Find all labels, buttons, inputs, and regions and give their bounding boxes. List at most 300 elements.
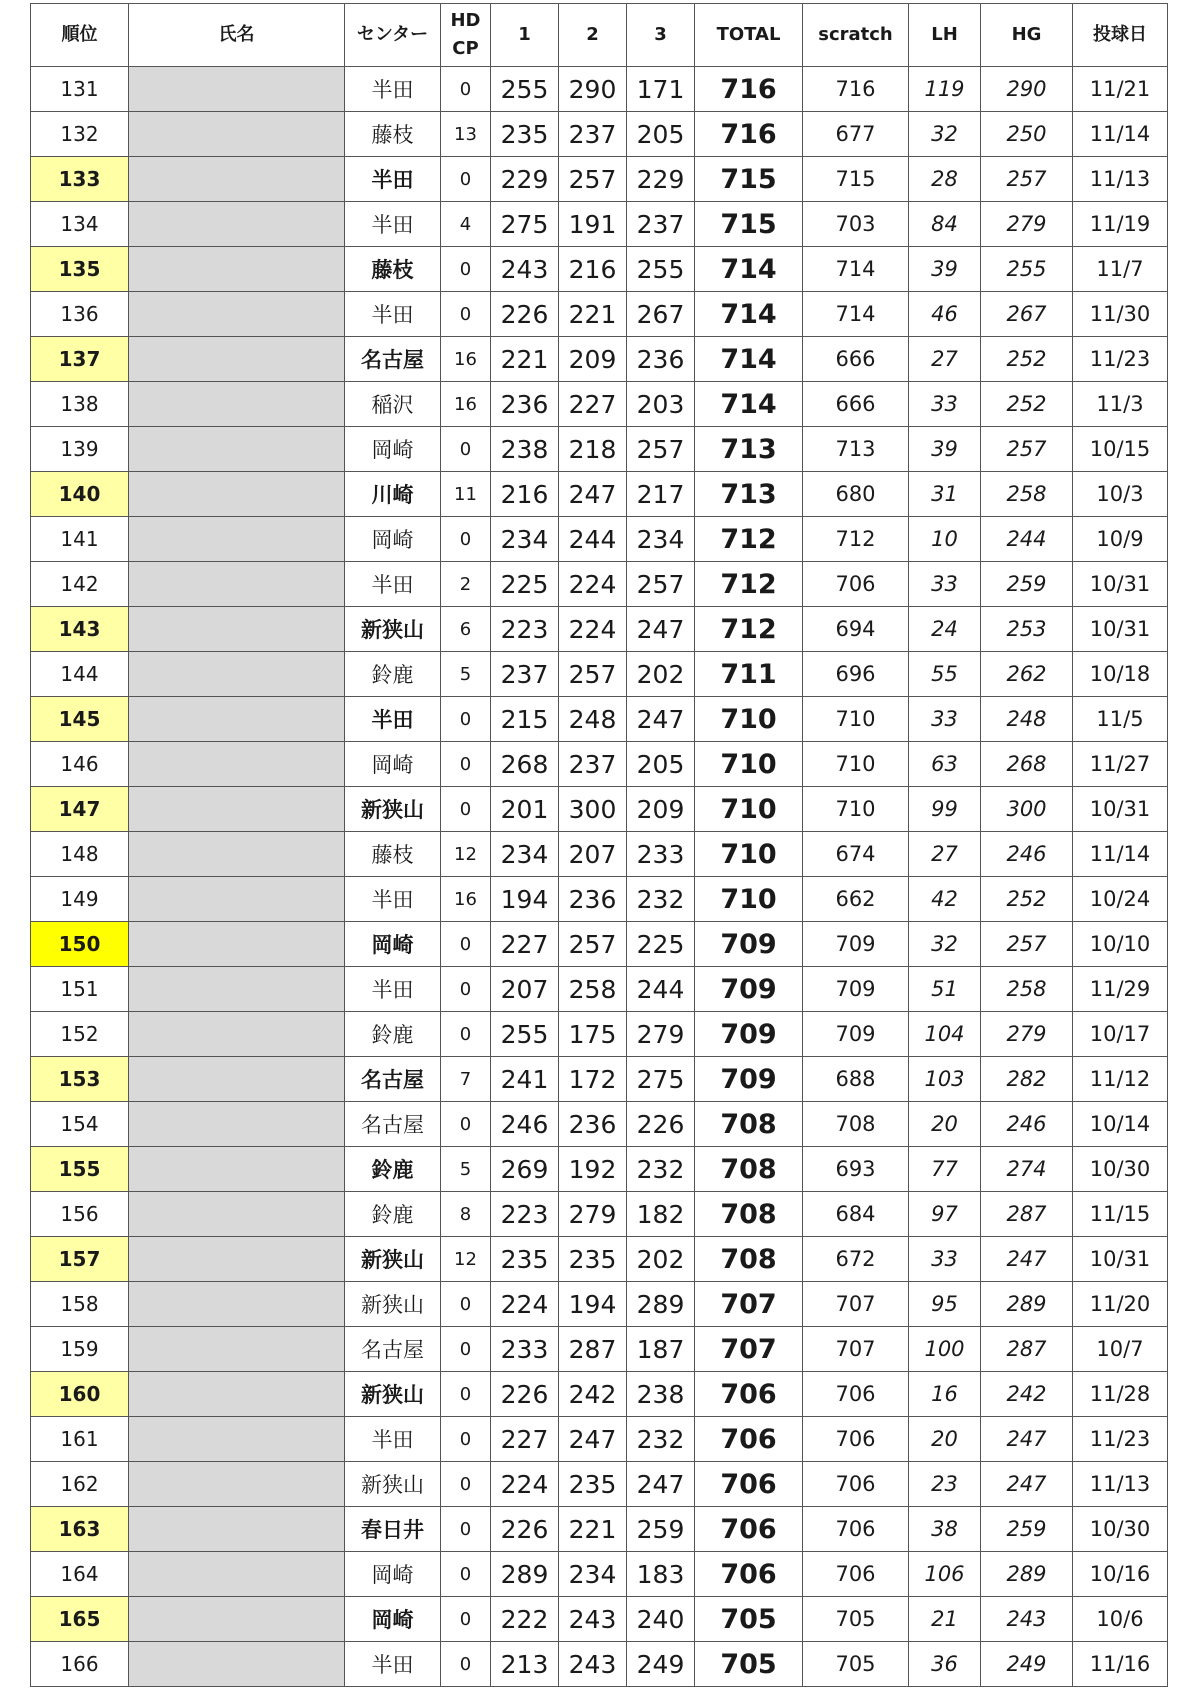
cell-scratch: 713: [803, 427, 909, 472]
cell-name: [129, 697, 345, 742]
header-hg: HG: [981, 4, 1073, 67]
cell-hg: 246: [981, 832, 1073, 877]
cell-scratch: 706: [803, 1507, 909, 1552]
table-row: [31, 67, 1168, 112]
cell-date: 10/31: [1073, 562, 1168, 607]
cell-center: 半田: [345, 877, 441, 922]
cell-game-2: 247: [559, 1417, 627, 1462]
cell-hg: 244: [981, 517, 1073, 562]
cell-hg: 247: [981, 1462, 1073, 1507]
cell-rank: 142: [31, 562, 129, 607]
cell-rank: 162: [31, 1462, 129, 1507]
cell-game-1: 207: [491, 967, 559, 1012]
cell-total: 708: [695, 1102, 803, 1147]
cell-hdcp: 0: [441, 1102, 491, 1147]
cell-game-2: 224: [559, 607, 627, 652]
header-hdcp-line1: HD: [450, 10, 481, 31]
cell-hdcp: 0: [441, 1507, 491, 1552]
cell-rank: 159: [31, 1327, 129, 1372]
cell-total: 706: [695, 1462, 803, 1507]
cell-lh: 33: [909, 562, 981, 607]
cell-name: [129, 1282, 345, 1327]
cell-scratch: 706: [803, 1417, 909, 1462]
cell-game-2: 236: [559, 877, 627, 922]
cell-center: 名古屋: [345, 1057, 441, 1102]
cell-rank: 134: [31, 202, 129, 247]
cell-game-2: 247: [559, 472, 627, 517]
cell-name: [129, 427, 345, 472]
cell-game-3: 244: [627, 967, 695, 1012]
cell-hdcp: 5: [441, 652, 491, 697]
cell-date: 10/9: [1073, 517, 1168, 562]
cell-lh: 46: [909, 292, 981, 337]
cell-rank: 151: [31, 967, 129, 1012]
cell-game-1: 233: [491, 1327, 559, 1372]
cell-name: [129, 967, 345, 1012]
cell-name: [129, 607, 345, 652]
cell-game-1: 201: [491, 787, 559, 832]
cell-hdcp: 0: [441, 787, 491, 832]
cell-scratch: 709: [803, 922, 909, 967]
cell-total: 714: [695, 382, 803, 427]
cell-lh: 36: [909, 1642, 981, 1687]
cell-game-1: 275: [491, 202, 559, 247]
cell-date: 10/7: [1073, 1327, 1168, 1372]
cell-rank: 154: [31, 1102, 129, 1147]
cell-date: 10/15: [1073, 427, 1168, 472]
cell-hg: 247: [981, 1417, 1073, 1462]
cell-center: 新狭山: [345, 1372, 441, 1417]
cell-hg: 279: [981, 1012, 1073, 1057]
cell-game-1: 225: [491, 562, 559, 607]
table-row: [31, 292, 1168, 337]
cell-rank: 164: [31, 1552, 129, 1597]
cell-center: 新狭山: [345, 1462, 441, 1507]
cell-scratch: 688: [803, 1057, 909, 1102]
cell-hdcp: 0: [441, 517, 491, 562]
cell-scratch: 705: [803, 1597, 909, 1642]
cell-game-1: 213: [491, 1642, 559, 1687]
cell-game-2: 191: [559, 202, 627, 247]
cell-hdcp: 11: [441, 472, 491, 517]
cell-game-3: 255: [627, 247, 695, 292]
cell-date: 10/31: [1073, 607, 1168, 652]
cell-date: 11/23: [1073, 337, 1168, 382]
cell-total: 716: [695, 112, 803, 157]
table-row: [31, 562, 1168, 607]
table-row: [31, 652, 1168, 697]
cell-lh: 38: [909, 1507, 981, 1552]
cell-game-3: 237: [627, 202, 695, 247]
cell-game-2: 290: [559, 67, 627, 112]
cell-name: [129, 1192, 345, 1237]
cell-total: 706: [695, 1417, 803, 1462]
cell-game-2: 172: [559, 1057, 627, 1102]
table-row: [31, 1012, 1168, 1057]
table-row: [31, 1147, 1168, 1192]
cell-lh: 42: [909, 877, 981, 922]
cell-center: 新狭山: [345, 1282, 441, 1327]
cell-lh: 95: [909, 1282, 981, 1327]
cell-name: [129, 1417, 345, 1462]
cell-rank: 155: [31, 1147, 129, 1192]
cell-hg: 282: [981, 1057, 1073, 1102]
cell-date: 10/14: [1073, 1102, 1168, 1147]
cell-date: 10/3: [1073, 472, 1168, 517]
cell-game-2: 192: [559, 1147, 627, 1192]
cell-scratch: 714: [803, 247, 909, 292]
cell-game-2: 236: [559, 1102, 627, 1147]
cell-game-1: 235: [491, 112, 559, 157]
table-row: [31, 922, 1168, 967]
cell-hg: 274: [981, 1147, 1073, 1192]
cell-date: 11/29: [1073, 967, 1168, 1012]
table-row: [31, 1057, 1168, 1102]
cell-game-3: 217: [627, 472, 695, 517]
cell-lh: 27: [909, 832, 981, 877]
cell-game-3: 247: [627, 607, 695, 652]
cell-hg: 267: [981, 292, 1073, 337]
cell-center: 半田: [345, 67, 441, 112]
cell-game-3: 240: [627, 1597, 695, 1642]
cell-game-2: 248: [559, 697, 627, 742]
cell-hg: 290: [981, 67, 1073, 112]
cell-name: [129, 517, 345, 562]
cell-name: [129, 832, 345, 877]
table-row: [31, 517, 1168, 562]
table-row: [31, 877, 1168, 922]
cell-lh: 100: [909, 1327, 981, 1372]
cell-rank: 139: [31, 427, 129, 472]
cell-scratch: 693: [803, 1147, 909, 1192]
cell-lh: 39: [909, 427, 981, 472]
cell-game-3: 267: [627, 292, 695, 337]
cell-hg: 262: [981, 652, 1073, 697]
cell-center: 名古屋: [345, 1102, 441, 1147]
cell-rank: 144: [31, 652, 129, 697]
cell-date: 10/6: [1073, 1597, 1168, 1642]
cell-scratch: 715: [803, 157, 909, 202]
cell-game-2: 207: [559, 832, 627, 877]
cell-hdcp: 16: [441, 337, 491, 382]
cell-game-2: 224: [559, 562, 627, 607]
cell-rank: 141: [31, 517, 129, 562]
cell-game-1: 226: [491, 1507, 559, 1552]
cell-rank: 140: [31, 472, 129, 517]
cell-hg: 289: [981, 1282, 1073, 1327]
header-game-1: 1: [491, 4, 559, 67]
table-row: [31, 427, 1168, 472]
table-row: [31, 202, 1168, 247]
cell-game-3: 182: [627, 1192, 695, 1237]
cell-hdcp: 16: [441, 877, 491, 922]
cell-center: 稲沢: [345, 382, 441, 427]
cell-name: [129, 292, 345, 337]
cell-hdcp: 0: [441, 1012, 491, 1057]
cell-game-1: 226: [491, 292, 559, 337]
cell-date: 10/18: [1073, 652, 1168, 697]
cell-name: [129, 1237, 345, 1282]
cell-scratch: 712: [803, 517, 909, 562]
cell-scratch: 706: [803, 1462, 909, 1507]
cell-name: [129, 562, 345, 607]
cell-game-1: 237: [491, 652, 559, 697]
cell-hg: 259: [981, 1507, 1073, 1552]
cell-hg: 255: [981, 247, 1073, 292]
cell-total: 714: [695, 247, 803, 292]
cell-game-2: 237: [559, 112, 627, 157]
cell-game-3: 232: [627, 1417, 695, 1462]
cell-lh: 51: [909, 967, 981, 1012]
cell-lh: 32: [909, 112, 981, 157]
cell-center: 藤枝: [345, 247, 441, 292]
cell-scratch: 677: [803, 112, 909, 157]
cell-hg: 252: [981, 337, 1073, 382]
cell-game-1: 215: [491, 697, 559, 742]
cell-scratch: 706: [803, 1372, 909, 1417]
cell-total: 714: [695, 292, 803, 337]
cell-rank: 143: [31, 607, 129, 652]
cell-scratch: 703: [803, 202, 909, 247]
cell-scratch: 680: [803, 472, 909, 517]
cell-rank: 156: [31, 1192, 129, 1237]
cell-hdcp: 0: [441, 67, 491, 112]
cell-rank: 138: [31, 382, 129, 427]
cell-total: 708: [695, 1237, 803, 1282]
cell-center: 鈴鹿: [345, 652, 441, 697]
cell-center: 半田: [345, 157, 441, 202]
cell-lh: 23: [909, 1462, 981, 1507]
cell-game-3: 257: [627, 562, 695, 607]
cell-name: [129, 112, 345, 157]
cell-lh: 63: [909, 742, 981, 787]
table-row: [31, 742, 1168, 787]
cell-game-3: 187: [627, 1327, 695, 1372]
cell-hg: 249: [981, 1642, 1073, 1687]
header-total: TOTAL: [695, 4, 803, 67]
cell-total: 705: [695, 1642, 803, 1687]
header-center: センター: [345, 4, 441, 67]
cell-hg: 257: [981, 427, 1073, 472]
cell-hg: 258: [981, 472, 1073, 517]
cell-hdcp: 16: [441, 382, 491, 427]
cell-center: 半田: [345, 697, 441, 742]
cell-game-1: 224: [491, 1462, 559, 1507]
cell-hg: 253: [981, 607, 1073, 652]
cell-hdcp: 0: [441, 1642, 491, 1687]
cell-total: 706: [695, 1507, 803, 1552]
cell-lh: 33: [909, 1237, 981, 1282]
cell-name: [129, 157, 345, 202]
cell-total: 712: [695, 562, 803, 607]
cell-rank: 160: [31, 1372, 129, 1417]
cell-rank: 145: [31, 697, 129, 742]
cell-game-1: 223: [491, 607, 559, 652]
cell-hdcp: 0: [441, 247, 491, 292]
cell-name: [129, 1102, 345, 1147]
cell-game-2: 279: [559, 1192, 627, 1237]
cell-rank: 136: [31, 292, 129, 337]
table-row: [31, 112, 1168, 157]
cell-game-1: 226: [491, 1372, 559, 1417]
cell-rank: 149: [31, 877, 129, 922]
cell-total: 714: [695, 337, 803, 382]
cell-hg: 287: [981, 1192, 1073, 1237]
cell-rank: 158: [31, 1282, 129, 1327]
cell-date: 10/10: [1073, 922, 1168, 967]
cell-hdcp: 0: [441, 1327, 491, 1372]
cell-game-1: 236: [491, 382, 559, 427]
cell-lh: 16: [909, 1372, 981, 1417]
cell-hdcp: 13: [441, 112, 491, 157]
cell-hg: 257: [981, 922, 1073, 967]
header-lh: LH: [909, 4, 981, 67]
cell-game-2: 235: [559, 1462, 627, 1507]
cell-center: 新狭山: [345, 1237, 441, 1282]
cell-name: [129, 1057, 345, 1102]
cell-scratch: 716: [803, 67, 909, 112]
cell-center: 新狭山: [345, 607, 441, 652]
cell-rank: 166: [31, 1642, 129, 1687]
cell-game-1: 224: [491, 1282, 559, 1327]
cell-scratch: 672: [803, 1237, 909, 1282]
cell-hdcp: 0: [441, 1372, 491, 1417]
cell-total: 711: [695, 652, 803, 697]
cell-scratch: 684: [803, 1192, 909, 1237]
cell-game-3: 234: [627, 517, 695, 562]
cell-game-2: 242: [559, 1372, 627, 1417]
cell-lh: 104: [909, 1012, 981, 1057]
cell-scratch: 662: [803, 877, 909, 922]
cell-total: 709: [695, 967, 803, 1012]
cell-hg: 268: [981, 742, 1073, 787]
cell-game-2: 287: [559, 1327, 627, 1372]
cell-date: 10/30: [1073, 1147, 1168, 1192]
cell-center: 岡崎: [345, 742, 441, 787]
cell-center: 川崎: [345, 472, 441, 517]
cell-center: 岡崎: [345, 427, 441, 472]
cell-scratch: 710: [803, 787, 909, 832]
cell-rank: 137: [31, 337, 129, 382]
cell-game-3: 289: [627, 1282, 695, 1327]
cell-game-3: 247: [627, 697, 695, 742]
cell-game-2: 216: [559, 247, 627, 292]
cell-lh: 55: [909, 652, 981, 697]
cell-game-1: 227: [491, 922, 559, 967]
cell-hdcp: 6: [441, 607, 491, 652]
cell-total: 710: [695, 877, 803, 922]
cell-hg: 252: [981, 382, 1073, 427]
header-game-2: 2: [559, 4, 627, 67]
cell-game-2: 227: [559, 382, 627, 427]
header-row: [31, 4, 1168, 67]
cell-game-3: 236: [627, 337, 695, 382]
cell-total: 710: [695, 787, 803, 832]
cell-lh: 77: [909, 1147, 981, 1192]
cell-lh: 33: [909, 382, 981, 427]
cell-game-3: 279: [627, 1012, 695, 1057]
cell-center: 鈴鹿: [345, 1192, 441, 1237]
cell-hdcp: 12: [441, 1237, 491, 1282]
cell-rank: 163: [31, 1507, 129, 1552]
cell-hg: 246: [981, 1102, 1073, 1147]
cell-hdcp: 0: [441, 1597, 491, 1642]
cell-game-3: 232: [627, 877, 695, 922]
cell-hdcp: 5: [441, 1147, 491, 1192]
cell-lh: 39: [909, 247, 981, 292]
cell-date: 11/5: [1073, 697, 1168, 742]
cell-game-3: 183: [627, 1552, 695, 1597]
cell-date: 11/12: [1073, 1057, 1168, 1102]
ranking-table: [30, 3, 1168, 1687]
cell-game-1: 243: [491, 247, 559, 292]
cell-name: [129, 1327, 345, 1372]
cell-game-3: 238: [627, 1372, 695, 1417]
cell-date: 11/14: [1073, 832, 1168, 877]
table-row: [31, 247, 1168, 292]
cell-total: 707: [695, 1327, 803, 1372]
cell-hdcp: 0: [441, 922, 491, 967]
cell-rank: 131: [31, 67, 129, 112]
cell-hdcp: 0: [441, 1417, 491, 1462]
cell-game-2: 234: [559, 1552, 627, 1597]
cell-hg: 248: [981, 697, 1073, 742]
table-row: [31, 382, 1168, 427]
cell-hdcp: 2: [441, 562, 491, 607]
cell-date: 11/20: [1073, 1282, 1168, 1327]
cell-game-3: 205: [627, 742, 695, 787]
header-hdcp-line2: CP: [452, 38, 479, 59]
table-row: [31, 1462, 1168, 1507]
cell-rank: 147: [31, 787, 129, 832]
cell-lh: 10: [909, 517, 981, 562]
cell-center: 半田: [345, 292, 441, 337]
cell-total: 705: [695, 1597, 803, 1642]
cell-game-1: 255: [491, 67, 559, 112]
cell-rank: 150: [31, 922, 129, 967]
cell-name: [129, 1552, 345, 1597]
cell-date: 11/7: [1073, 247, 1168, 292]
cell-game-2: 243: [559, 1597, 627, 1642]
header-date: 投球日: [1073, 4, 1168, 67]
cell-center: 半田: [345, 202, 441, 247]
cell-scratch: 708: [803, 1102, 909, 1147]
table-row: [31, 1507, 1168, 1552]
cell-rank: 148: [31, 832, 129, 877]
cell-game-1: 216: [491, 472, 559, 517]
cell-game-2: 243: [559, 1642, 627, 1687]
cell-center: 名古屋: [345, 1327, 441, 1372]
cell-date: 10/31: [1073, 787, 1168, 832]
cell-game-3: 226: [627, 1102, 695, 1147]
cell-hg: 259: [981, 562, 1073, 607]
cell-game-3: 257: [627, 427, 695, 472]
cell-game-3: 202: [627, 652, 695, 697]
cell-name: [129, 1147, 345, 1192]
cell-game-1: 235: [491, 1237, 559, 1282]
cell-name: [129, 877, 345, 922]
cell-game-3: 233: [627, 832, 695, 877]
cell-game-3: 247: [627, 1462, 695, 1507]
cell-game-2: 218: [559, 427, 627, 472]
cell-game-1: 229: [491, 157, 559, 202]
cell-total: 710: [695, 697, 803, 742]
cell-game-2: 257: [559, 157, 627, 202]
cell-game-3: 203: [627, 382, 695, 427]
cell-hdcp: 8: [441, 1192, 491, 1237]
cell-center: 鈴鹿: [345, 1012, 441, 1057]
table-row: [31, 1552, 1168, 1597]
